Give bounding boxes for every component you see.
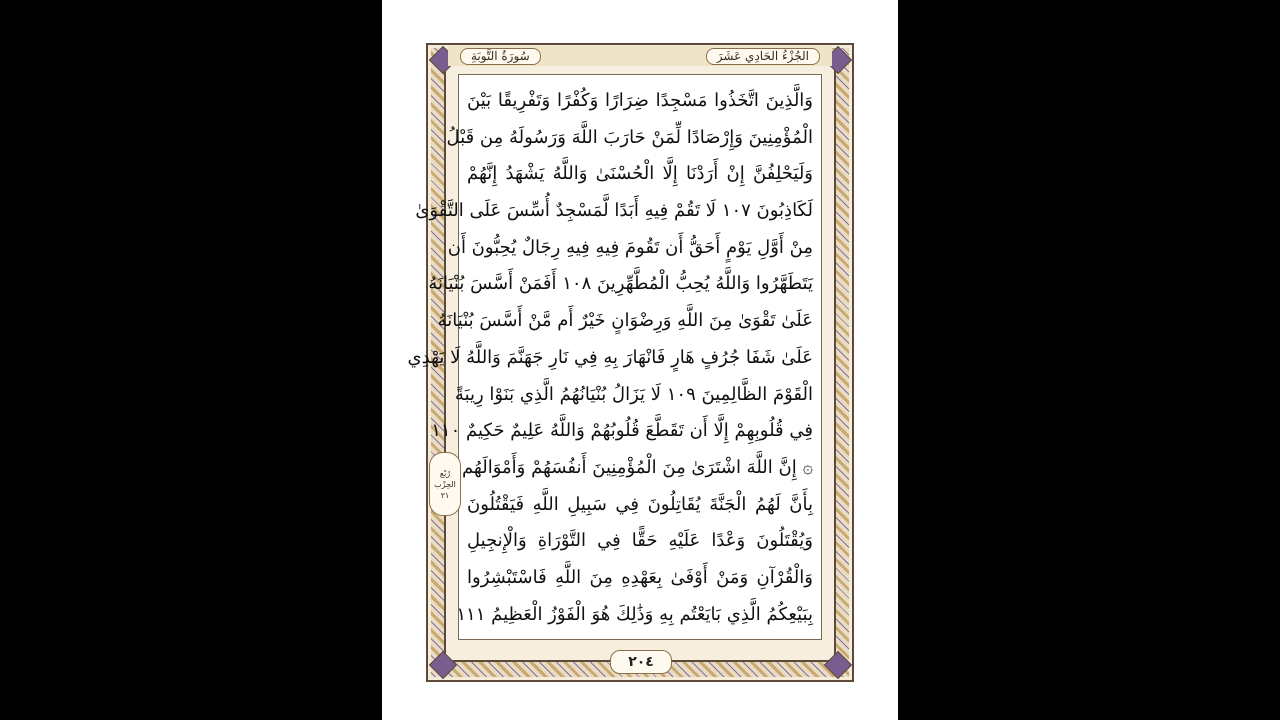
- juz-label: الجُزْءُ الحَادِي عَشَرَ: [706, 48, 820, 65]
- hizb-number: ٢١: [440, 490, 450, 500]
- text-line: وَالْقُرْآنِ وَمَنْ أَوْفَىٰ بِعَهْدِهِ مِنَ اللَّهِ فَاسْتَبْشِرُوا: [467, 566, 813, 588]
- hizb-label: الحِزْب: [434, 479, 456, 489]
- hizb-quarter-label: رُبْع: [439, 468, 451, 478]
- surah-name: سُورَةُ التَّوبَةِ: [460, 48, 541, 65]
- text-line: يَتَطَهَّرُوا وَاللَّهُ يُحِبُّ الْمُطَّهِّرِينَ ١٠٨ أَفَمَنْ أَسَّسَ بُنْيَانَهُ: [428, 273, 813, 295]
- text-line: فِي قُلُوبِهِمْ إِلَّا أَن تَقَطَّعَ قُلُوبُهُمْ وَاللَّهُ عَلِيمٌ حَكِيمٌ ١١٠: [431, 420, 813, 442]
- text-line: عَلَىٰ شَفَا جُرُفٍ هَارٍ فَانْهَارَ بِهِ فِي نَارِ جَهَنَّمَ وَاللَّهُ لَا يَهْدِي: [407, 346, 813, 368]
- text-line: مِنْ أَوَّلِ يَوْمٍ أَحَقُّ أَن تَقُومَ فِيهِ فِيهِ رِجَالٌ يُحِبُّونَ أَن: [447, 236, 813, 258]
- text-line: بِبَيْعِكُمُ الَّذِي بَايَعْتُم بِهِ وَذَٰلِكَ هُوَ الْفَوْزُ الْعَظِيمُ ١١١: [456, 603, 813, 625]
- text-line: وَلَيَحْلِفُنَّ إِنْ أَرَدْنَا إِلَّا الْحُسْنَىٰ وَاللَّهُ يَشْهَدُ إِنَّهُمْ: [467, 163, 813, 185]
- text-line: ۞ إِنَّ اللَّهَ اشْتَرَىٰ مِنَ الْمُؤْمِنِينَ أَنفُسَهُمْ وَأَمْوَالَهُم: [461, 456, 813, 478]
- text-line: لَكَاذِبُونَ ١٠٧ لَا تَقُمْ فِيهِ أَبَدًا لَّمَسْجِدٌ أُسِّسَ عَلَى التَّقْوَىٰ: [415, 200, 813, 222]
- page-header: [448, 46, 832, 66]
- text-line: بِأَنَّ لَهُمُ الْجَنَّةَ يُقَاتِلُونَ فِي سَبِيلِ اللَّهِ فَيَقْتُلُونَ: [467, 493, 813, 515]
- text-line: وَالَّذِينَ اتَّخَذُوا مَسْجِدًا ضِرَارًا وَكُفْرًا وَتَفْرِيقًا بَيْنَ: [467, 90, 813, 111]
- text-line: وَيُقْتَلُونَ وَعْدًا عَلَيْهِ حَقًّا فِي التَّوْرَاةِ وَالْإِنجِيلِ: [467, 530, 813, 552]
- page-number: ٢٠٤: [610, 650, 672, 674]
- hizb-marker: [429, 452, 461, 516]
- text-line: الْقَوْمَ الظَّالِمِينَ ١٠٩ لَا يَزَالُ بُنْيَانُهُمُ الَّذِي بَنَوْا رِيبَةً: [454, 383, 813, 405]
- text-line: عَلَىٰ تَقْوَىٰ مِنَ اللَّهِ وَرِضْوَانٍ خَيْرٌ أَم مَّنْ أَسَّسَ بُنْيَانَهُ: [437, 310, 813, 332]
- text-line: الْمُؤْمِنِينَ وَإِرْصَادًا لِّمَنْ حَارَبَ اللَّهَ وَرَسُولَهُ مِن قَبْلُ: [446, 126, 813, 148]
